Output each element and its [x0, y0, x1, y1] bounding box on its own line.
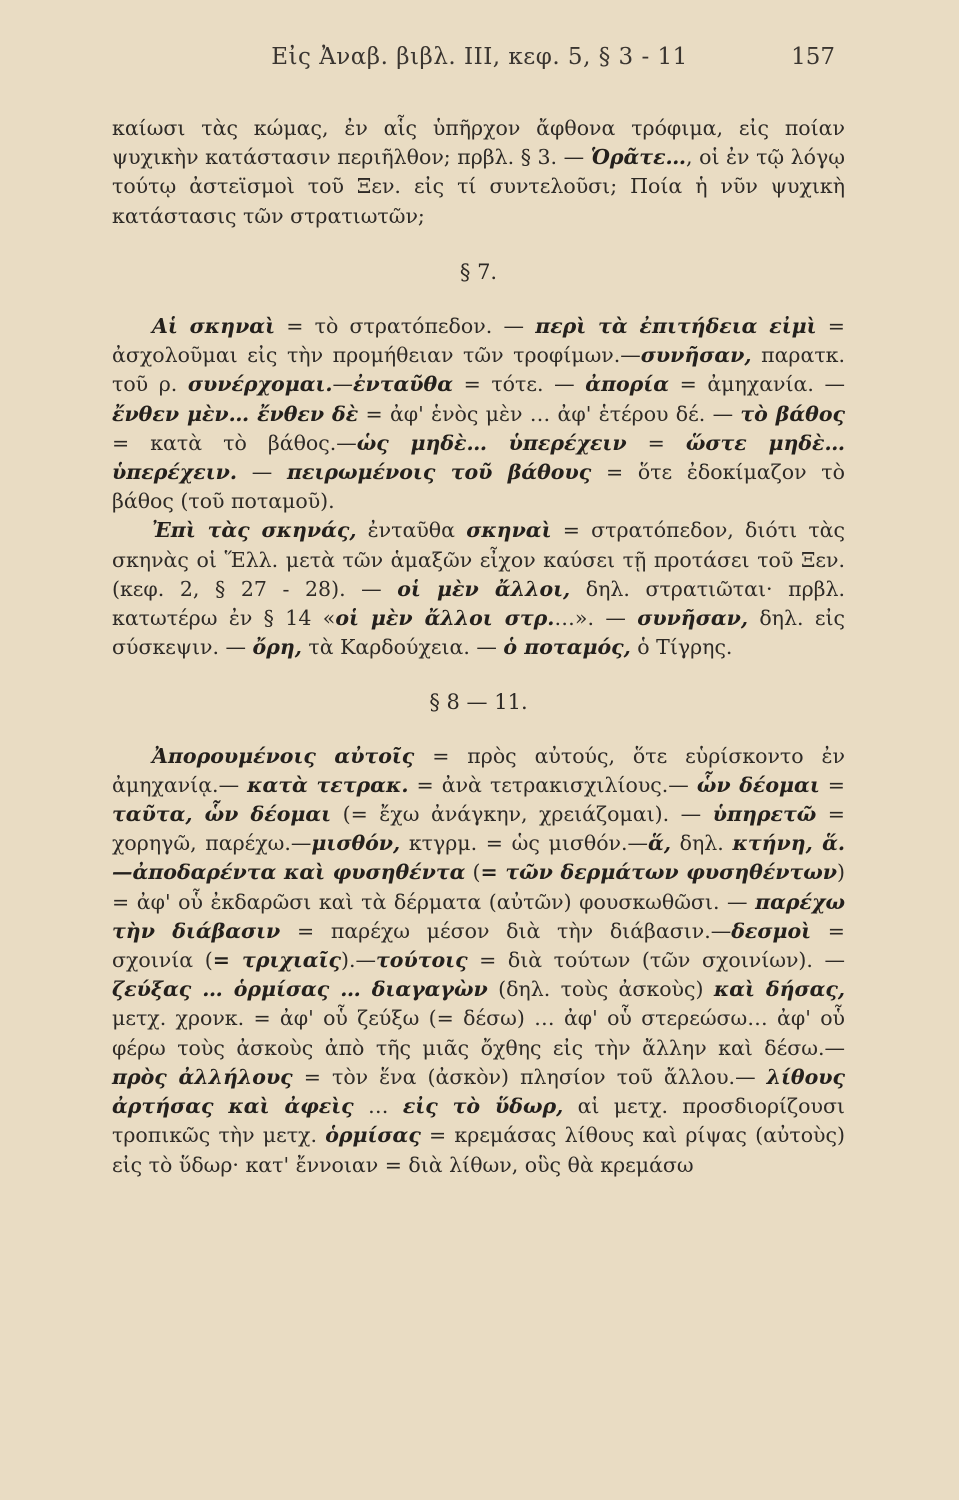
gloss-text: ) = ἀφ' οὗ ἐκδαρῶσι καὶ τὰ δέρματα (αὐτῶν) φουσκωθῶσι. —: [112, 860, 845, 914]
keyword-lemma: οἱ μὲν ἄλλοι,: [397, 576, 571, 601]
gloss-text: = τότε. —: [452, 372, 586, 397]
gloss-text: =: [626, 430, 686, 455]
keyword-lemma: Ἀπορουμένοις αὐτοῖς: [152, 743, 415, 768]
gloss-text: …: [353, 1094, 403, 1119]
keyword-lemma: εἰς τὸ ὕδωρ,: [402, 1094, 564, 1119]
gloss-text: = κρεμάσας λίθους καὶ ρίψας (αὐτοὺς) εἰς τὸ ὕδωρ· κατ' ἔννοιαν = διὰ λίθων, οὓς θὰ κρεμάσω: [112, 1123, 845, 1177]
keyword-lemma: κτήνη, ἅ.—ἀποδαρέντα καὶ φυσηθέντα: [112, 831, 845, 885]
gloss-text: …». —: [554, 606, 638, 631]
section-heading-7: § 7.: [459, 259, 498, 284]
gloss-text: αἱ μετχ. προσδιορίζουσι τροπικῶς τὴν μετχ.: [112, 1094, 845, 1148]
keyword-lemma: λίθους ἀρτήσας καὶ ἀφεὶς: [112, 1064, 845, 1119]
keyword-lemma: πειρωμένοις τοῦ βάθους: [287, 460, 592, 485]
keyword-lemma: συνῆσαν,: [640, 343, 752, 368]
gloss-text: = παρέχω μέσον διὰ τὴν διάβασιν.—: [280, 918, 732, 943]
paragraph-questions: [112, 114, 845, 231]
keyword-lemma: ὁρμίσας: [325, 1123, 421, 1148]
keyword-lemma: Ἐπὶ τὰς σκηνάς,: [152, 518, 357, 543]
keyword-lemma: ἔνθεν μὲν… ἔνθεν δὲ: [112, 401, 359, 426]
keyword-lemma: σκηναὶ: [466, 518, 552, 543]
keyword-lemma: δεσμοὶ: [731, 918, 812, 943]
commentary-body: [112, 114, 845, 1180]
gloss-text: = στρατόπεδον, διότι τὰς σκηνὰς οἱ Ἕλλ. μετὰ τῶν ἁμαξῶν εἶχον καύσει τῇ προτάσει τοῦ Ξεν. (κεφ. 2, § 27 - 28). —: [112, 518, 845, 601]
page-number: 157: [791, 44, 835, 70]
gloss-text: = ἀφ' ἑνὸς μὲν … ἀφ' ἑτέρου δέ. —: [358, 401, 741, 426]
keyword-lemma: ὥστε μηδὲ… ὑπερέχειν.: [112, 430, 845, 485]
paragraph-section-7-a: [112, 312, 845, 516]
keyword-lemma: ὑπηρετῶ: [712, 802, 817, 827]
keyword-lemma: ὡς μηδὲ… ὑπερέχειν: [356, 430, 627, 455]
gloss-text: ὁ Τίγρης.: [630, 635, 733, 660]
gloss-text: παρατκ. τοῦ ρ.: [112, 343, 845, 397]
gloss-text: , οἱ ἐν τῷ λόγῳ τούτῳ ἀστεϊσμοὶ τοῦ Ξεν. εἰς τί συντελοῦσι; Ποία ἡ νῦν ψυχικὴ κατάστασις τῶν στρατιωτῶν;: [112, 145, 845, 228]
keyword-lemma: καὶ δήσας,: [713, 977, 845, 1002]
keyword-lemma: οἱ μὲν ἄλλοι στρ.: [335, 606, 555, 631]
keyword-lemma: = τριχιαῖς: [212, 948, 341, 973]
gloss-text: ).—: [341, 948, 377, 973]
keyword-lemma: ζεύξας … ὁρμίσας … διαγαγὼν: [112, 977, 488, 1002]
keyword-lemma: ἐνταῦθα: [353, 372, 453, 397]
section-heading-8-11: § 8 — 11.: [429, 690, 528, 715]
keyword-lemma: τούτοις: [376, 948, 468, 973]
running-title: Εἰς Ἀναβ. βιβλ. ΙΙΙ, κεφ. 5, § 3 - 11: [271, 44, 688, 70]
keyword-lemma: συνῆσαν,: [637, 606, 748, 631]
gloss-text: κτγρμ. = ὡς μισθόν.—: [400, 831, 649, 856]
keyword-lemma: ταῦτα, ὧν δέομαι: [112, 802, 332, 827]
keyword-lemma: Αἱ σκηναὶ: [152, 314, 275, 339]
gloss-text: δηλ. στρατιῶται· πρβλ. κατωτέρω ἐν § 14 «: [112, 576, 845, 631]
page-header: [0, 44, 959, 84]
gloss-text: μετχ. χρονκ. = ἀφ' οὗ ζεύξω (= δέσω) … ἀφ' οὗ στερεώσω… ἀφ' οὗ φέρω τοὺς ἀσκοὺς ἀπὸ τῆς μιᾶς ὄχθης εἰς τὴν ἄλλην καὶ δέσω.—: [112, 1006, 845, 1060]
gloss-text: = ὅτε ἐδοκίμαζον τὸ βάθος (τοῦ ποταμοῦ).: [112, 460, 845, 514]
keyword-lemma: συνέρχομαι.: [187, 372, 333, 397]
gloss-text: ἐνταῦθα: [356, 518, 467, 543]
paragraph-section-8-11: [112, 742, 845, 1180]
keyword-lemma: ἀπορία: [585, 372, 669, 397]
gloss-text: δηλ.: [670, 831, 733, 856]
gloss-text: = διὰ τούτων (τῶν σχοινίων). —: [467, 948, 846, 973]
gloss-text: = πρὸς αὐτούς, ὅτε εὑρίσκοντο ἐν ἀμηχανίᾳ.—: [112, 743, 845, 797]
keyword-lemma: πρὸς ἀλλήλους: [112, 1064, 293, 1089]
keyword-lemma: τὸ βάθος: [740, 401, 845, 426]
gloss-text: = ἀνὰ τετρακισχιλίους.—: [408, 772, 697, 797]
keyword-lemma: ἅ,: [648, 831, 671, 856]
keyword-lemma: Ὁρᾶτε…: [590, 145, 687, 170]
gloss-text: = χορηγῶ, παρέχω.—: [112, 802, 845, 856]
gloss-text: (: [465, 860, 481, 885]
gloss-text: (= ἔχω ἀνάγκην, χρειάζομαι). —: [331, 802, 713, 827]
gloss-text: —: [332, 372, 354, 397]
gloss-text: (δηλ. τοὺς ἀσκοὺς): [487, 977, 714, 1002]
gloss-text: =: [819, 772, 845, 797]
keyword-lemma: ὄρη,: [252, 635, 302, 660]
keyword-lemma: μισθόν,: [311, 831, 401, 856]
keyword-lemma: παρέχω τὴν διάβασιν: [112, 889, 845, 943]
keyword-lemma: περὶ τὰ ἐπιτήδεια εἰμὶ: [535, 314, 817, 339]
paragraph-section-7-b: [112, 516, 845, 662]
keyword-lemma: ὁ ποταμός,: [503, 635, 631, 660]
gloss-text: = ἀσχολοῦμαι εἰς τὴν προμήθειαν τῶν τροφίμων.—: [112, 314, 845, 368]
keyword-lemma: = τῶν δερμάτων φυσηθέντων: [480, 860, 837, 885]
keyword-lemma: ὧν δέομαι: [696, 772, 820, 797]
gloss-text: —: [237, 460, 288, 485]
gloss-text: = κατὰ τὸ βάθος.—: [112, 430, 357, 455]
gloss-text: δηλ. εἰς σύσκεψιν. —: [112, 606, 845, 660]
gloss-text: = σχοινία (: [112, 918, 845, 973]
gloss-text: καίωσι τὰς κώμας, ἐν αἷς ὑπῆρχον ἄφθονα τρόφιμα, εἰς ποίαν ψυχικὴν κατάστασιν περιῆλθον; πρβλ. § 3. —: [112, 116, 845, 170]
gloss-text: = τὸ στρατόπεδον. —: [274, 314, 536, 339]
gloss-text: = τὸν ἕνα (ἀσκὸν) πλησίον τοῦ ἄλλου.—: [292, 1064, 767, 1089]
gloss-text: = ἀμηχανία. —: [668, 372, 845, 397]
gloss-text: τὰ Καρδούχεια. —: [301, 635, 504, 660]
keyword-lemma: κατὰ τετρακ.: [247, 772, 409, 797]
